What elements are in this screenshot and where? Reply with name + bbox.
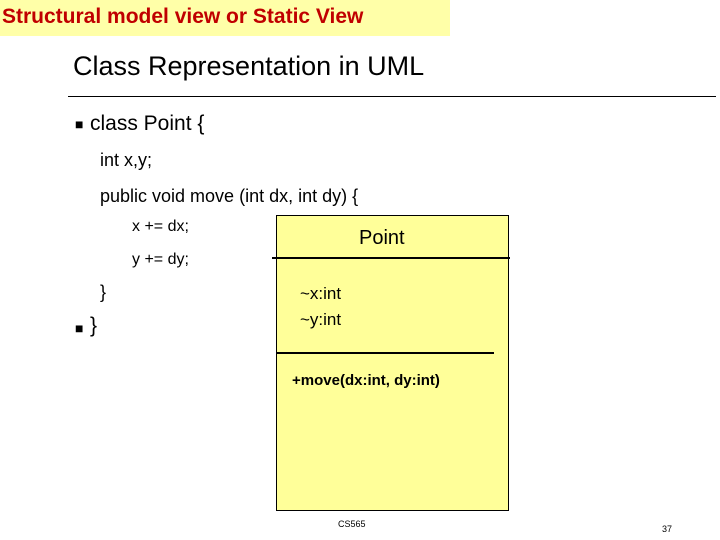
code-line-method-decl: public void move (int dx, int dy) { xyxy=(100,186,359,206)
code-line-y-update: y += dy; xyxy=(132,251,189,268)
uml-name-separator xyxy=(272,257,510,259)
header-label: Structural model view or Static View xyxy=(2,5,364,28)
uml-operation: +move(dx:int, dy:int) xyxy=(292,372,440,389)
code-line-x-update: x += dx; xyxy=(132,218,189,235)
title-divider xyxy=(68,96,716,97)
uml-class-box xyxy=(276,215,509,511)
bullet-square-icon: ■ xyxy=(75,320,84,336)
uml-attribute: ~x:int xyxy=(300,284,342,303)
uml-attributes-separator xyxy=(276,352,494,354)
code-line-class-close: } xyxy=(90,314,98,337)
code-line-class-decl: class Point { xyxy=(90,112,205,135)
slide-title: Class Representation in UML xyxy=(73,51,425,81)
uml-attribute: ~y:int xyxy=(300,310,342,329)
page-number: 37 xyxy=(662,524,673,534)
uml-class-name: Point xyxy=(359,227,405,249)
footer-course: CS565 xyxy=(338,519,366,529)
code-line-method-close: } xyxy=(100,282,107,302)
bullet-square-icon: ■ xyxy=(75,116,84,132)
code-line-fields: int x,y; xyxy=(100,150,153,170)
